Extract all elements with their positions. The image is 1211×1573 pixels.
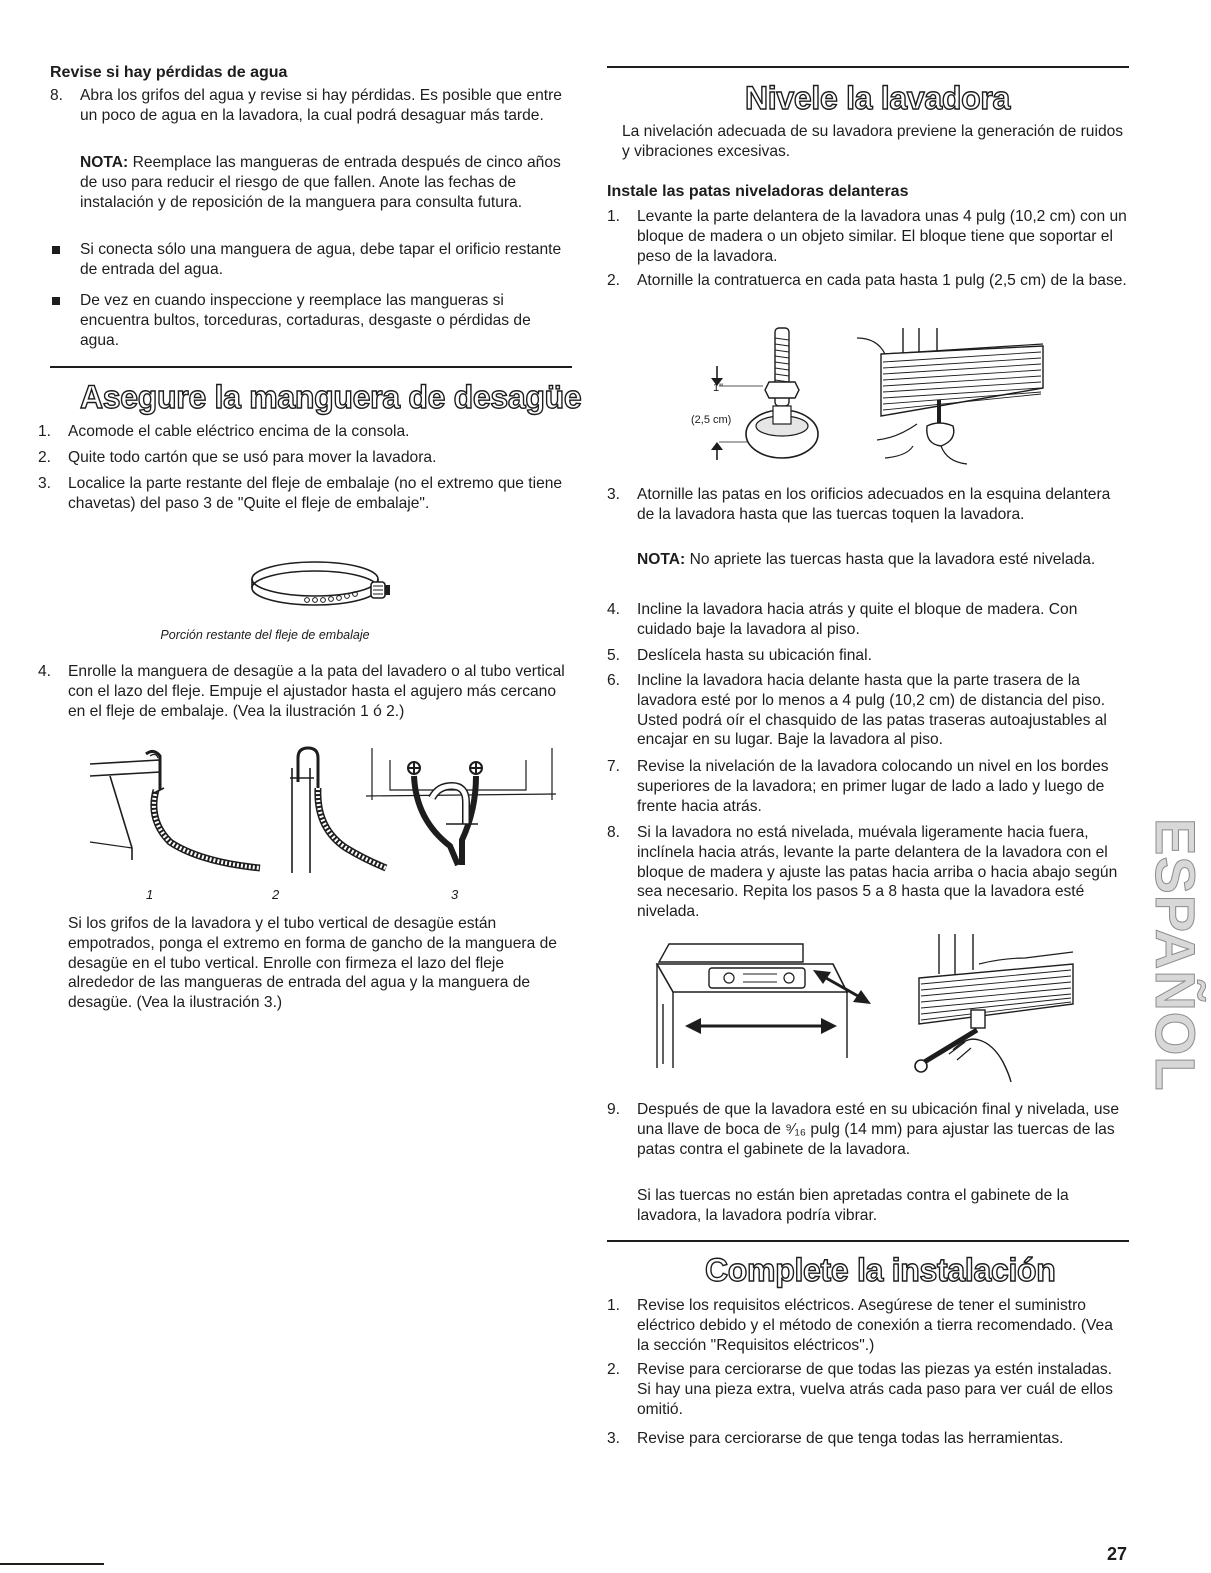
level-step-4: [607, 600, 1129, 640]
language-tab-label: ESPAÑOL: [1144, 818, 1207, 1092]
step-text: Abra los grifos del agua y revise si hay pérdidas. Es posible que entre un poco de agua en la lavadora, la cual podrá desaguar más tarde.: [80, 87, 562, 124]
section-divider: [607, 1240, 1129, 1242]
drain-hose-laundry-tub-illustration: [90, 750, 260, 875]
level-step-1: [607, 207, 1129, 266]
strap-caption: Porción restante del fleje de embalaje: [160, 628, 370, 642]
step-text: Revise para cerciorarse de que tenga todas las herramientas.: [637, 1430, 1064, 1447]
level-step-7: [607, 757, 1129, 816]
step-text: Levante la parte delantera de la lavadora unas 4 pulg (10,2 cm) con un bloque de madera o un objeto similar. El bloque tiene que soportar el peso de la lavadora.: [637, 208, 1127, 265]
step-text: Atornille la contratuerca en cada pata hasta 1 pulg (2,5 cm) de la base.: [637, 272, 1127, 289]
note-text: Reemplace las mangueras de entrada después de cinco años de uso para reducir el riesgo de que fallen. Anote las fechas de instalación y de reposición de la manguera para consulta futura.: [80, 154, 561, 211]
step-text: Deslícela hasta su ubicación final.: [637, 647, 872, 664]
bullet-item: [50, 291, 572, 350]
bullet-text: Si conecta sólo una manguera de agua, debe tapar el orificio restante de entrada del agua.: [80, 241, 562, 278]
step-text: Revise los requisitos eléctricos. Asegúrese de tener el suministro eléctrico debido y el método de conexión a tierra recomendado. (Vea la sección "Requisitos eléctricos".): [637, 1297, 1113, 1354]
complete-installation-title: Complete la instalación: [705, 1252, 1056, 1288]
step-text: Si la lavadora no está nivelada, muévala ligeramente hacia fuera, inclínela hacia atrás, levante la parte delantera de la lavadora con el bloque de madera y ajuste las patas hacia arriba o hacia abajo según sea necesario. Repita los pasos 5 a 8 hasta que la lavadora esté nivelada.: [637, 824, 1118, 921]
step-number: 7.: [607, 758, 621, 775]
complete-step-1: [607, 1296, 1129, 1355]
drain-hose-title: Asegure la manguera de desagüe: [80, 379, 582, 415]
figure-label-2: 2: [272, 887, 280, 902]
leaks-step-8: [50, 86, 572, 126]
foot-dimension-cm: (2,5 cm): [691, 414, 732, 426]
section-divider: [607, 66, 1129, 68]
step-number: 8.: [607, 824, 621, 841]
drain-step-4: [38, 662, 572, 721]
step-9-extra: [607, 1186, 1129, 1226]
step-text: Atornille las patas en los orificios adecuados en la esquina delantera de la lavadora hasta que las tuercas toquen la lavadora.: [637, 486, 1111, 523]
drain-step-1: [38, 422, 572, 442]
step-text: Acomode el cable eléctrico encima de la consola.: [68, 423, 410, 440]
footer-rule: [0, 1563, 104, 1565]
packing-strap-illustration: [245, 555, 405, 615]
page-number: 27: [1106, 1544, 1127, 1564]
hose-note: [50, 153, 572, 212]
figure-label-1: 1: [146, 887, 154, 902]
tighten-note: [607, 550, 1129, 570]
step-text: Quite todo cartón que se usó para mover la lavadora.: [68, 449, 437, 466]
step-number: 1.: [607, 208, 621, 225]
install-foot-illustration: [857, 328, 1047, 466]
level-washer-title: Nivele la lavadora: [745, 80, 1010, 116]
note-text: No apriete las tuercas hasta que la lavadora esté nivelada.: [689, 551, 1096, 568]
step-number: 2.: [607, 1361, 621, 1378]
bullet-item: [50, 240, 572, 280]
step-number: 1.: [38, 423, 52, 440]
step-number: 1.: [607, 1297, 621, 1314]
figure-label-3: 3: [451, 887, 459, 902]
adjust-foot-wrench-illustration: [913, 934, 1083, 1082]
leveling-foot-illustration: [683, 326, 843, 466]
step-number: 3.: [38, 475, 52, 492]
level-step-2: [607, 271, 1129, 291]
step-text: Revise la nivelación de la lavadora colocando un nivel en los bordes superiores de la lavadora; en primer lugar de lado a lado y luego de frente hacia atrás.: [637, 758, 1109, 815]
bullet-text: De vez en cuando inspeccione y reemplace las mangueras si encuentra bultos, torceduras, cortaduras, desgaste o pérdidas de agua.: [80, 292, 531, 349]
language-side-tab: [1144, 818, 1207, 1092]
step-number: 4.: [607, 601, 621, 618]
step-number: 3.: [607, 1430, 621, 1447]
step-number: 8.: [50, 87, 64, 104]
recessed-faucets-paragraph: Si los grifos de la lavadora y el tubo vertical de desagüe están empotrados, ponga el extremo en forma de gancho de la manguera de desagüe en el tubo vertical. Enrolle con firmeza el lazo del fleje alrededor de las mangueras de entrada del agua y la manguera de desagüe. (Vea la ilustración 3.): [68, 915, 557, 1012]
front-feet-heading: Instale las patas niveladoras delanteras: [607, 183, 909, 200]
level-step-5: [607, 646, 1129, 666]
step-number: 9.: [607, 1101, 621, 1118]
section-divider: [50, 366, 572, 368]
step-text: Incline la lavadora hacia delante hasta que la parte trasera de la lavadora esté por lo menos a 4 pulg (10,2 cm) de distancia del piso. Usted podrá oír el chasquido de las patas traseras autoajustables al encajar en su lugar. Baje la lavadora al piso.: [637, 672, 1107, 749]
washer-level-check-illustration: [653, 934, 883, 1074]
step-number: 4.: [38, 663, 52, 680]
drain-step-2: [38, 448, 572, 468]
leaks-heading: Revise si hay pérdidas de agua: [50, 64, 288, 81]
step-number: 3.: [607, 486, 621, 503]
bullet-icon: [52, 297, 60, 305]
step-text: Revise para cerciorarse de que todas las piezas ya estén instaladas. Si hay una pieza extra, vuelva atrás cada paso para ver cuál de ellos omitió.: [637, 1361, 1113, 1418]
level-step-9: [607, 1100, 1129, 1159]
bullet-icon: [52, 246, 60, 254]
level-step-8: [607, 823, 1129, 922]
foot-dimension-inch: 1": [713, 382, 724, 394]
step-number: 6.: [607, 672, 621, 689]
step-text: Incline la lavadora hacia atrás y quite el bloque de madera. Con cuidado baje la lavadora al piso.: [637, 601, 1078, 638]
drain-step-3: [38, 474, 572, 514]
note-label: NOTA:: [637, 551, 686, 568]
complete-step-2: [607, 1360, 1129, 1419]
step-text: Localice la parte restante del fleje de embalaje (no el extremo que tiene chavetas) del paso 3 de "Quite el fleje de embalaje".: [68, 475, 563, 512]
level-intro: La nivelación adecuada de su lavadora previene la generación de ruidos y vibraciones excesivas.: [622, 123, 1124, 160]
complete-step-3: [607, 1429, 1129, 1449]
drain-hose-recessed-faucets-illustration: [366, 740, 556, 865]
step-number: 2.: [607, 272, 621, 289]
level-step-3: [607, 485, 1129, 525]
note-label: NOTA:: [80, 154, 129, 171]
step-text: Después de que la lavadora esté en su ubicación final y nivelada, use una llave de boca de ⁹⁄₁₆ pulg (14 mm) para ajustar las tuercas de las patas contra el gabinete de la lavadora.: [637, 1101, 1119, 1158]
note-text: Si las tuercas no están bien apretadas contra el gabinete de la lavadora, la lavadora podría vibrar.: [637, 1187, 1069, 1224]
step-number: 5.: [607, 647, 621, 664]
step-text: Enrolle la manguera de desagüe a la pata del lavadero o al tubo vertical con el lazo del fleje. Empuje el ajustador hasta el agujero más cercano en el fleje de embalaje. (Vea la ilustración 1 ó 2.): [68, 663, 565, 720]
step-number: 2.: [38, 449, 52, 466]
level-step-6: [607, 671, 1129, 750]
